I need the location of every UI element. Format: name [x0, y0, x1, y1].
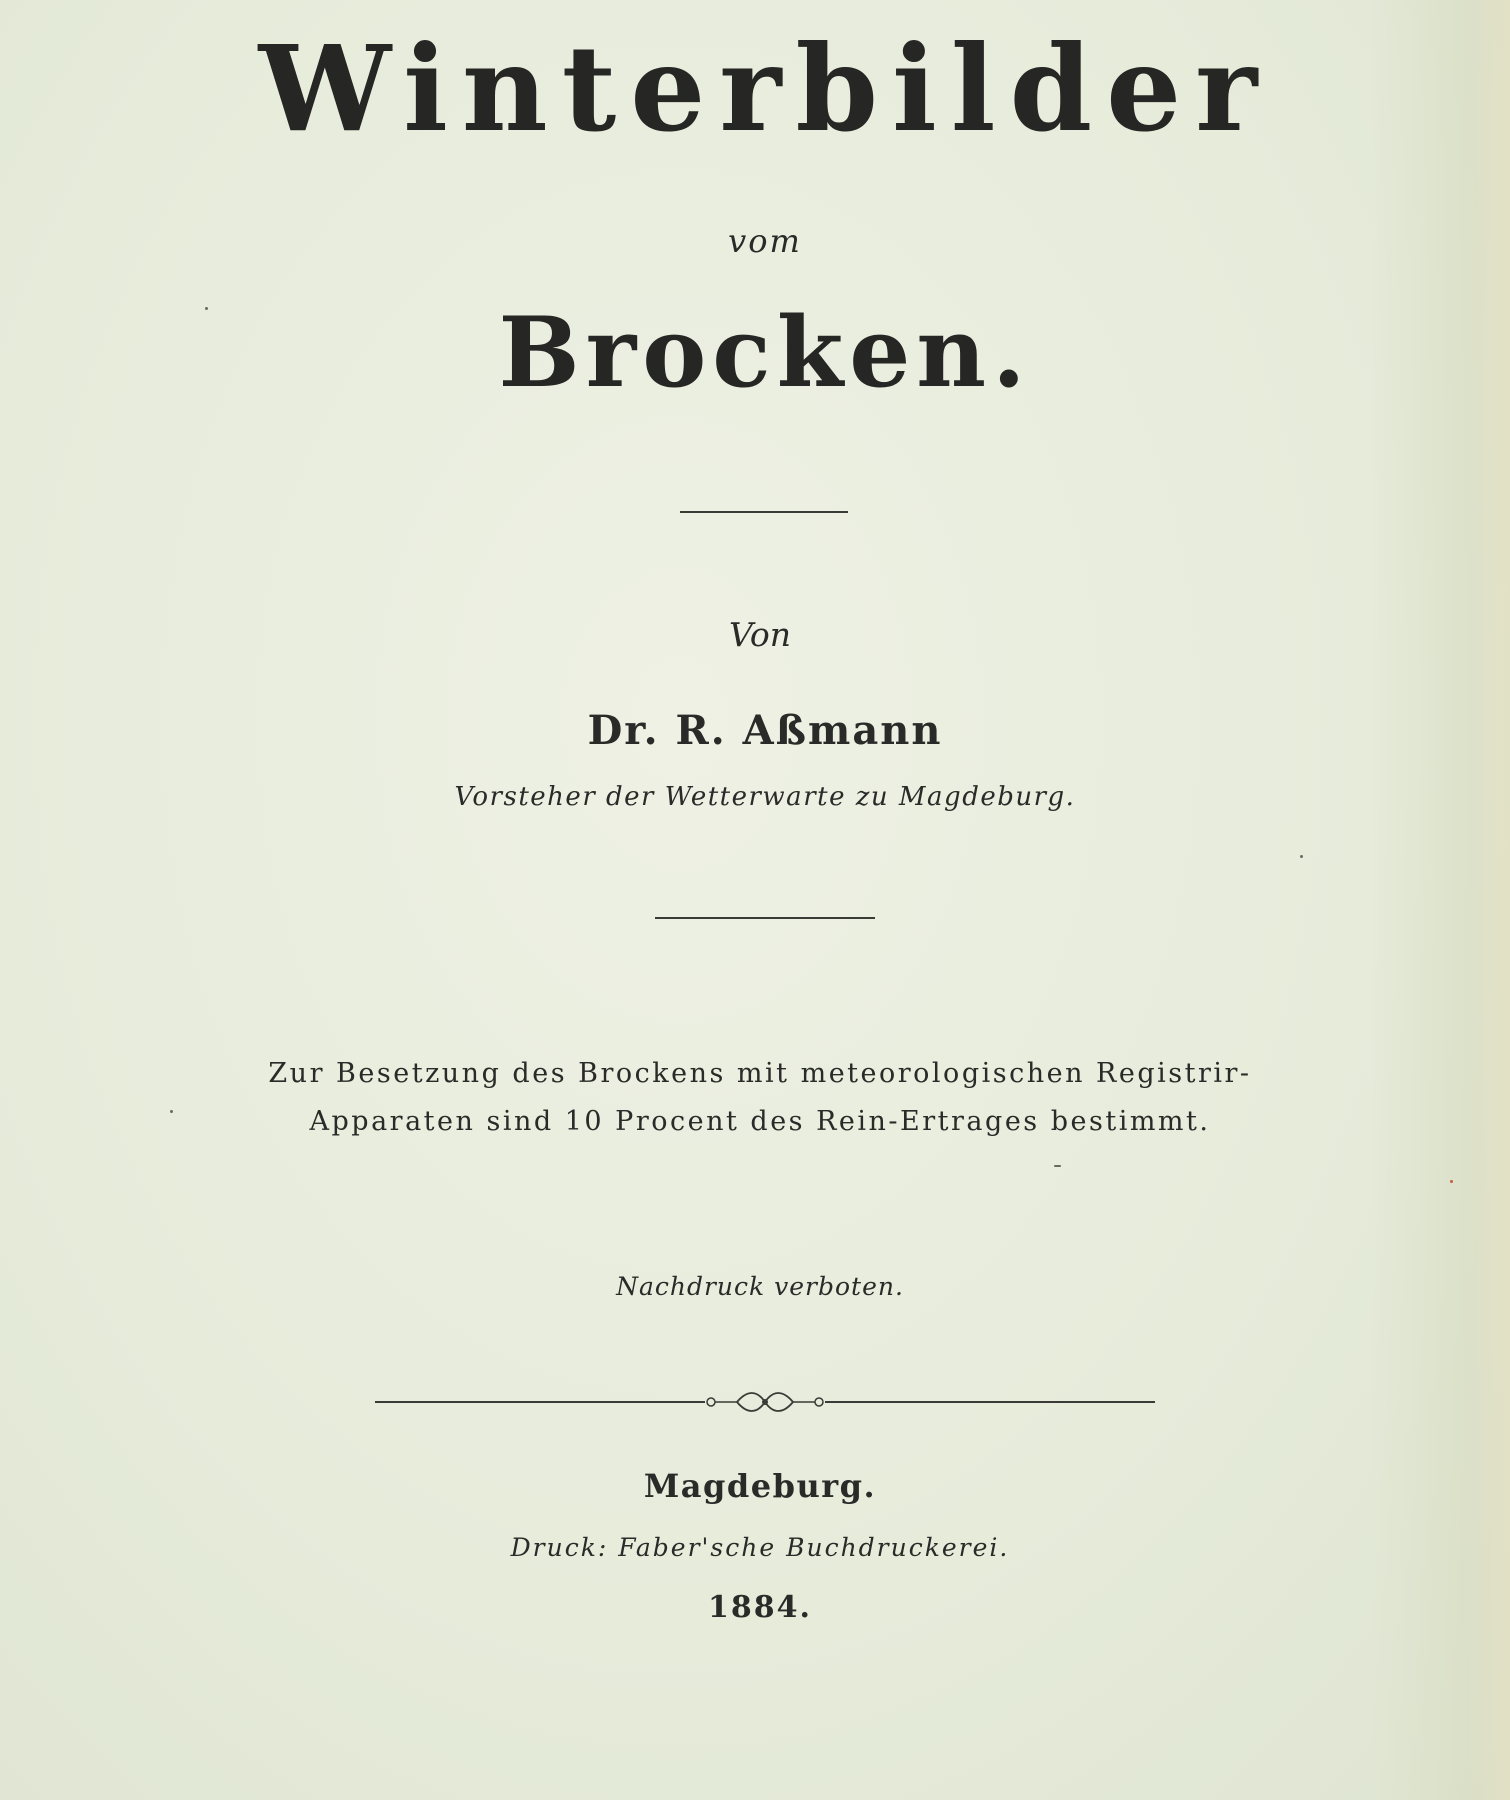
divider-rule-middle [655, 917, 875, 919]
proceeds-notice-line-1: Zur Besetzung des Brockens mit meteorologischen Registrir- [268, 1058, 1252, 1089]
paper-speck [205, 307, 208, 310]
title-connector: vom [728, 222, 802, 260]
author-by-label: Von [729, 615, 791, 654]
author-name: Dr. R. Aßmann [587, 707, 943, 754]
paper-speck [170, 1110, 173, 1113]
ornamental-divider-icon [375, 1382, 1155, 1422]
proceeds-notice-line-2: Apparaten sind 10 Procent des Rein-Ertrages bestimmt. [309, 1106, 1211, 1137]
imprint-year: 1884. [708, 1590, 812, 1625]
page-edge-shading [1370, 0, 1510, 1800]
paper-speck [1054, 1165, 1061, 1167]
divider-rule-top [680, 511, 848, 513]
book-subtitle: Brocken. [498, 296, 1032, 409]
author-role: Vorsteher der Wetterwarte zu Magdeburg. [454, 782, 1076, 812]
imprint-printer: Druck: Faber'sche Buchdruckerei. [510, 1533, 1010, 1562]
reprint-notice: Nachdruck verboten. [616, 1272, 904, 1301]
imprint-place: Magdeburg. [643, 1467, 877, 1505]
book-title: Winterbilder [258, 19, 1272, 158]
paper-speck [1300, 855, 1303, 858]
paper-speck [1450, 1180, 1453, 1183]
